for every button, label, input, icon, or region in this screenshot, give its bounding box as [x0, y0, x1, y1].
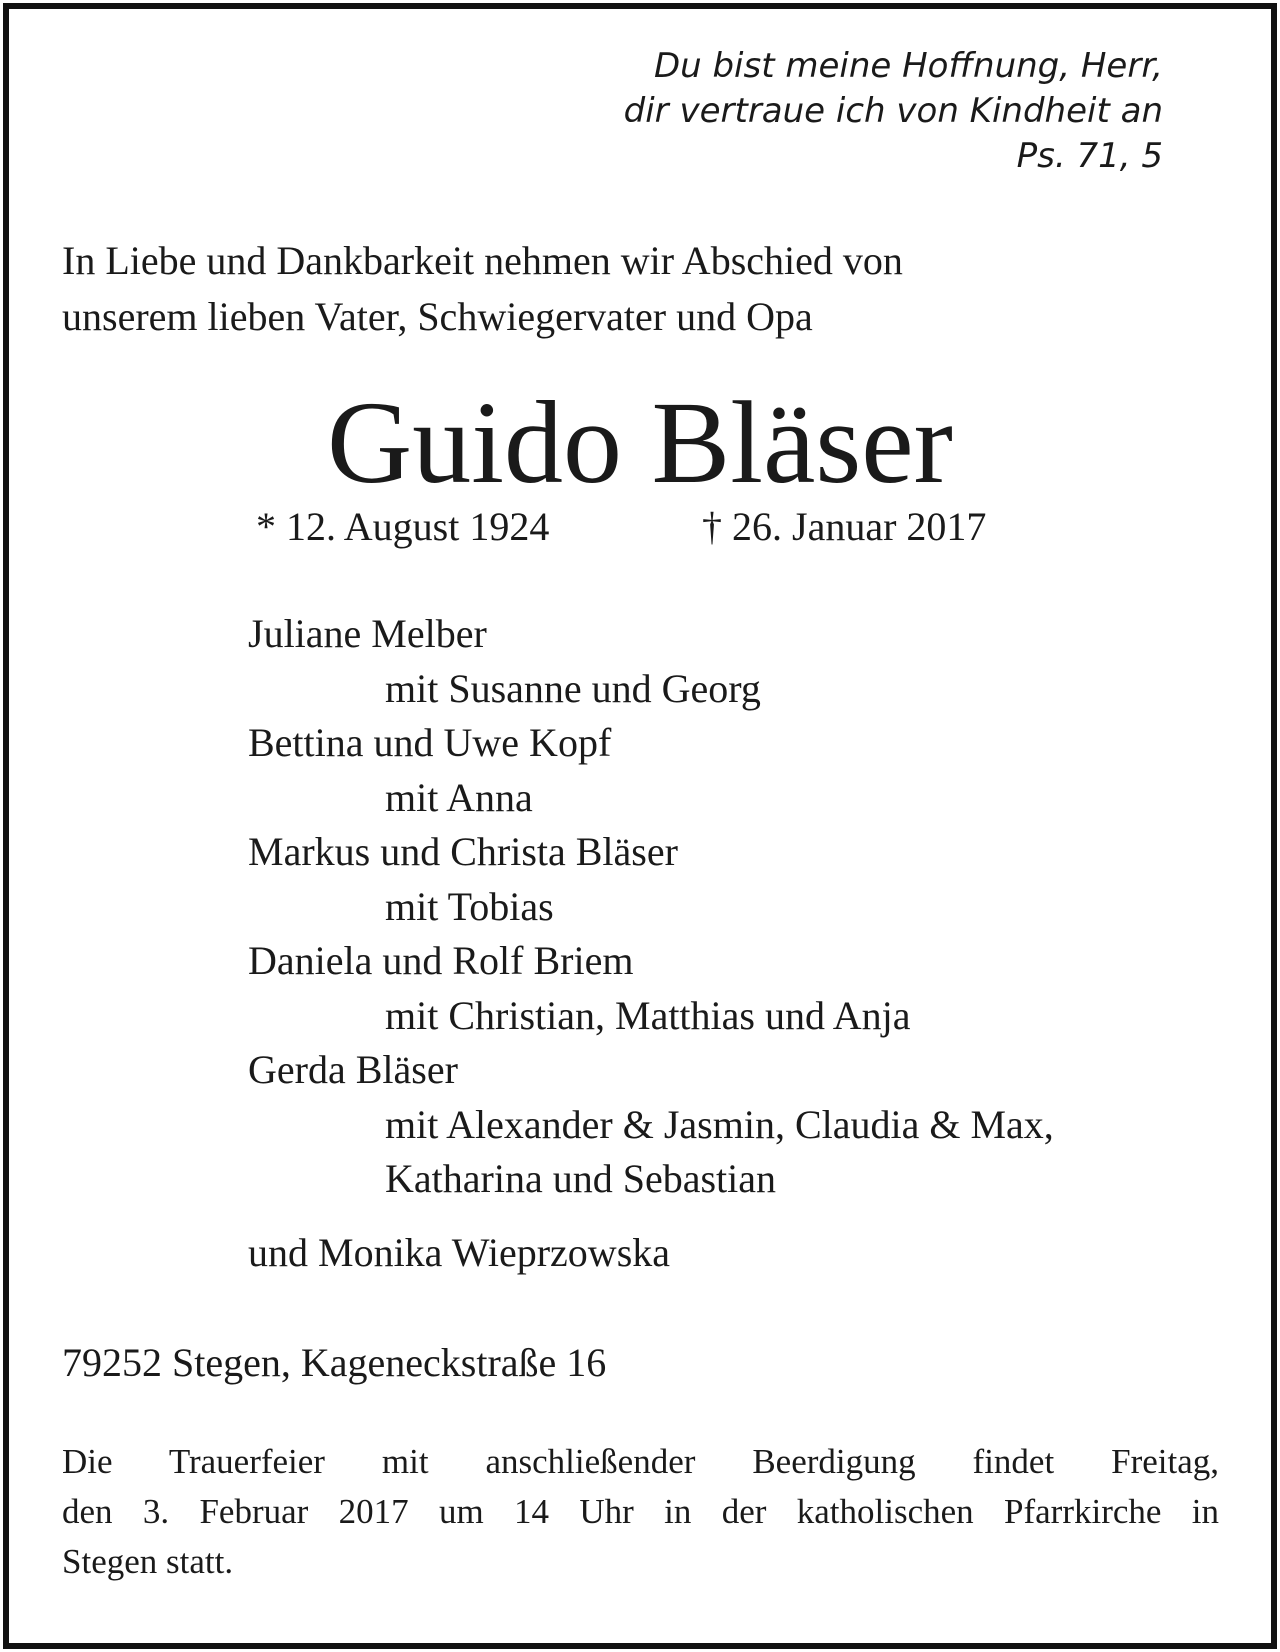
death-date: † 26. Januar 2017 — [702, 504, 987, 549]
family-children-line: mit Susanne und Georg — [385, 665, 761, 711]
bible-verse — [624, 44, 1163, 179]
family-children-line: Katharina und Sebastian — [385, 1156, 776, 1201]
service-info — [62, 1437, 1219, 1587]
family-children-line: mit Anna — [385, 774, 533, 820]
intro-line: In Liebe und Dankbarkeit nehmen wir Abschied von — [62, 238, 903, 283]
family-list — [248, 607, 1054, 1207]
service-line: Die Trauerfeier mit anschließender Beerdigung findet Freitag, — [62, 1442, 1219, 1481]
service-line: den 3. Februar 2017 um 14 Uhr in der katholischen Pfarrkirche in — [62, 1492, 1219, 1531]
family-member-line: Gerda Bläser — [248, 1047, 458, 1092]
service-line: Stegen statt. — [62, 1542, 234, 1581]
birth-date: * 12. August 1924 — [256, 504, 550, 549]
verse-line: dir vertraue ich von Kindheit an — [623, 91, 1163, 131]
family-children-line: mit Alexander & Jasmin, Claudia & Max, — [385, 1101, 1054, 1147]
family-children-line: mit Christian, Matthias und Anja — [385, 992, 911, 1038]
deceased-name: Guido Bläser — [327, 377, 953, 508]
family-member-line: Markus und Christa Bläser — [248, 829, 678, 874]
verse-reference: Ps. 71, 5 — [1016, 136, 1163, 176]
family-member-line: Juliane Melber — [248, 611, 487, 656]
closing-line: und Monika Wieprzowska — [248, 1230, 671, 1275]
verse-line: Du bist meine Hoffnung, Herr, — [653, 46, 1163, 86]
family-member-line: Daniela und Rolf Briem — [248, 938, 634, 983]
family-children-line: mit Tobias — [385, 883, 554, 929]
intro-text — [62, 233, 903, 345]
address: 79252 Stegen, Kageneckstraße 16 — [62, 1340, 607, 1385]
intro-line: unserem lieben Vater, Schwiegervater und Opa — [62, 294, 813, 339]
family-member-line: Bettina und Uwe Kopf — [248, 720, 612, 765]
